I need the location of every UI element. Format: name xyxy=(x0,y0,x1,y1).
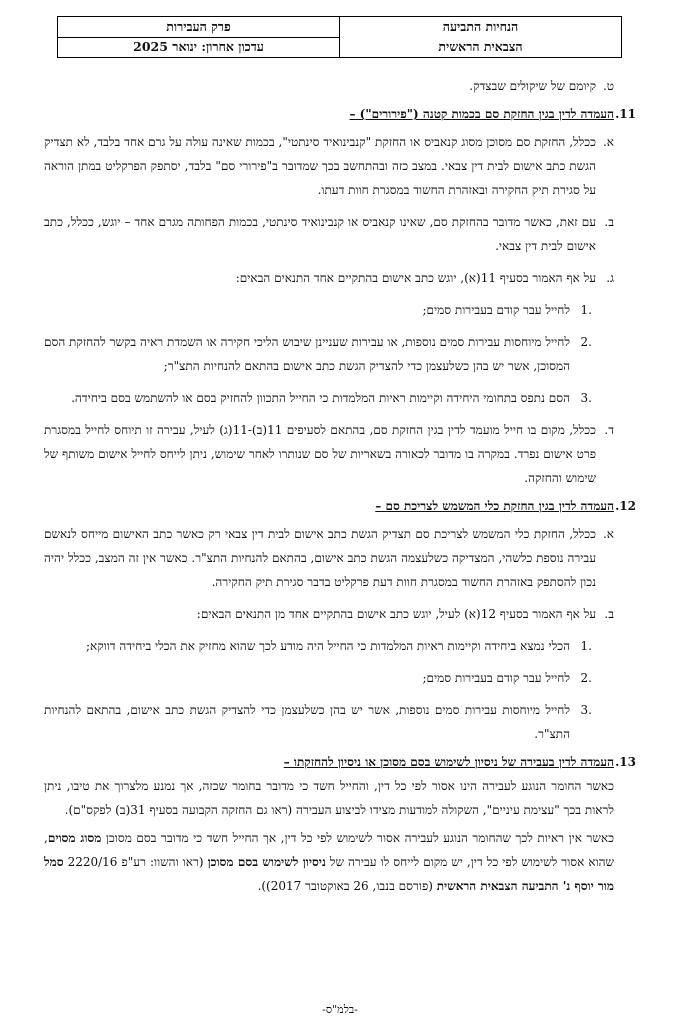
text-run: קיומם של שיקולים שבצדק. xyxy=(469,79,596,93)
text-run: העמדה לדין בגין החזקת כלי המשמש לצריכת סם – xyxy=(375,499,614,513)
paragraph xyxy=(44,130,636,202)
item-marker: ב. xyxy=(604,607,614,621)
item-marker: 12. xyxy=(615,499,636,513)
text-run: העמדה לדין בעבירה של ניסיון לשימוש בסם מסוכן או ניסיון להחזקתו – xyxy=(283,755,614,769)
text-run: (ראו והשוו: רע"פ 2220/16 xyxy=(63,855,208,869)
paragraph-text xyxy=(86,639,570,653)
text-run: לחייל עבר קודם בעבירות סמים; xyxy=(422,303,570,317)
bold-text: מסוג מסוים xyxy=(47,831,102,845)
text-run: כאשר החומר הנוגע לעבירה הינו אסור לפי כל דין, והחייל חשד כי מדובר בחומר שכזה, אך נמנע מלצרוך את טיבו, ניתן לראות בכך "עצימת עיניים", השקולה למודעות מצידו לביצוע העבירה (ראו גם החזקה הקבועה בסעיף 31(ב) לפקס"ם). xyxy=(44,779,614,817)
header-table xyxy=(57,16,622,58)
document-body xyxy=(44,74,636,898)
text-run: כאשר אין ראיות לכך שהחומר הנוגע לעבירה אסור לשימוש לפי כל דין, אך החייל חשד כי מדובר בסם מסוכן xyxy=(101,831,614,845)
text-run: , שהוא אסור לשימוש לפי כל דין, יש מקום לייחס לו עבירה של xyxy=(44,831,614,869)
paragraph-text xyxy=(422,671,570,685)
item-marker: .1 xyxy=(580,639,592,653)
item-marker: 13. xyxy=(615,755,636,769)
paragraph-text xyxy=(71,391,570,405)
item-marker: .3 xyxy=(580,703,592,717)
paragraph xyxy=(44,666,636,690)
text-run: הסם נתפס בתחומי היחידה וקיימות ראיות המלמדות כי החייל התכוון להחזיק בסם או להשתמש בסם ביחידה. xyxy=(71,391,570,405)
paragraph xyxy=(44,266,636,290)
paragraph xyxy=(44,418,636,490)
paragraph-text xyxy=(284,755,614,769)
text-run: לחייל מיוחסות עבירות סמים נוספות, או עבירות שעניינן שיבוש הליכי חקירה או השמדת ראיה בקשר להחזקת הסם המסוכן, אשר יש בהן כשלעצמן כדי להצדיק הגשת כתב אישום בהתאם להנחיות התצ"ר; xyxy=(44,335,570,373)
item-marker: 11. xyxy=(615,107,636,121)
text-run: עם זאת, כאשר מדובר בהחזקת סם, שאינו קנאביס או קנבינואיד סינתטי, בכמות הפחותה מגרם אחד – יוגש, ככלל, כתב אישום לבית דין צבאי. xyxy=(44,215,596,253)
paragraph xyxy=(44,210,636,258)
text-run: על אף האמור בסעיף 12(א) לעיל, יוגש כתב אישום בהתקיים אחד מן התנאים הבאים: xyxy=(196,607,596,621)
text-run: על אף האמור בסעיף 11(א), יוגש כתב אישום בהתקיים אחד התנאים הבאים: xyxy=(235,271,596,285)
item-marker: .2 xyxy=(580,671,592,685)
paragraph xyxy=(44,522,636,594)
section-heading xyxy=(44,750,636,774)
paragraph-text xyxy=(350,107,615,121)
item-marker: ב. xyxy=(604,215,614,229)
text-run: ככלל, מקום בו חייל מועמד לדין בגין החזקת סם, בהתאם לסעיפים 11(ב)-11(ג) לעיל, עבירה זו תיוחס לחייל במסגרת פרט אישום נפרד. במקרה בו מדובר לכאורה בשאריות של סם שנותרו לאחר שימוש, ניתן לייחס לחייל אישום משותף של שימוש והחזקה. xyxy=(44,423,596,485)
item-marker: ג. xyxy=(606,271,614,285)
paragraph xyxy=(44,74,636,98)
text-run: ככלל, החזקת כלי המשמש לצריכת סם תצדיק הגשת כתב אישום לבית דין צבאי רק כאשר כתב האישום מייחס לנאשם עבירה נוספת כלשהי, המצדיקה כשלעצמה הגשת כתב אישום, בהתאם להנחיות התצ"ר. כאשר אין זה המצב, ככלל יהיה נכון להסתפק באזהרת החשוד במסגרת חוות דעת פרקליט בדבר סגירת תיק החקירה. xyxy=(44,527,596,589)
section-heading xyxy=(44,494,636,518)
paragraph-text xyxy=(44,135,596,197)
item-marker: ט. xyxy=(602,79,614,93)
paragraph xyxy=(44,298,636,322)
paragraph-text xyxy=(44,779,614,817)
bold-text: סמל מור יוסף נ' התביעה הצבאית הראשית xyxy=(44,855,614,893)
paragraph-text xyxy=(44,423,596,485)
paragraph-text xyxy=(44,703,570,741)
page-footer: -בלמ"ס- xyxy=(322,1003,358,1016)
item-marker: א. xyxy=(602,135,614,149)
item-marker: ד. xyxy=(604,423,614,437)
paragraph-text xyxy=(236,271,596,285)
paragraph-text xyxy=(44,215,596,253)
item-marker: .1 xyxy=(580,303,592,317)
paragraph xyxy=(44,386,636,410)
paragraph-text xyxy=(422,303,570,317)
header-chapter: פרק העבירות xyxy=(58,17,339,38)
item-marker: א. xyxy=(602,527,614,541)
header-org xyxy=(339,17,621,57)
paragraph-text xyxy=(469,79,596,93)
header-meta xyxy=(58,17,339,57)
paragraph-text xyxy=(44,831,614,893)
bold-text: ניסיון לשימוש בסם מסוכן xyxy=(207,855,326,869)
section-heading xyxy=(44,102,636,126)
paragraph xyxy=(44,634,636,658)
header-org-line1: הנחיות התביעה xyxy=(442,18,519,34)
item-marker: .2 xyxy=(580,335,592,349)
paragraph-text xyxy=(44,527,596,589)
text-run: ככלל, החזקת סם מסוכן מסוג קנאביס או החזקת "קנבינואיד סינתטי", בכמות שאינה עולה על גרם אחד בלבד, לא תצדיק הגשת כתב אישום לבית דין צבאי. במצב כזה ובהתחשב בכך שמדובר ב"פירורי סם" בלבד, יסתפק הפרקליט במתן הוראה על סגירת תיק החקירה ובאזהרת החשוד במסגרת חוות דעתו. xyxy=(44,135,596,197)
paragraph-text xyxy=(44,335,570,373)
paragraph xyxy=(44,698,636,746)
paragraph xyxy=(44,826,636,898)
paragraph xyxy=(44,602,636,626)
item-marker: .3 xyxy=(580,391,592,405)
paragraph xyxy=(44,774,636,822)
header-org-line2: הצבאית הראשית xyxy=(438,38,523,54)
header-updated: עדכון אחרון: ינואר 2025 xyxy=(133,39,264,54)
paragraph xyxy=(44,330,636,378)
text-run: לחייל עבר קודם בעבירות סמים; xyxy=(422,671,570,685)
text-run: (פורסם בנבו, 26 באוקטובר 2017)). xyxy=(257,879,437,893)
paragraph-text xyxy=(197,607,596,621)
text-run: לחייל מיוחסות עבירות סמים נוספות, אשר יש בהן כשלעצמן כדי להצדיק הגשת כתב אישום, בהתאם להנחיות התצ"ר. xyxy=(44,703,570,741)
text-run: העמדה לדין בגין החזקת סם בכמות קטנה ("פירורים") – xyxy=(349,107,614,121)
paragraph-text xyxy=(375,499,614,513)
text-run: הכלי נמצא ביחידה וקיימות ראיות המלמדות כי החייל היה מודע לכך שהוא מחזיק את הכלי ביחידה דווקא; xyxy=(85,639,570,653)
